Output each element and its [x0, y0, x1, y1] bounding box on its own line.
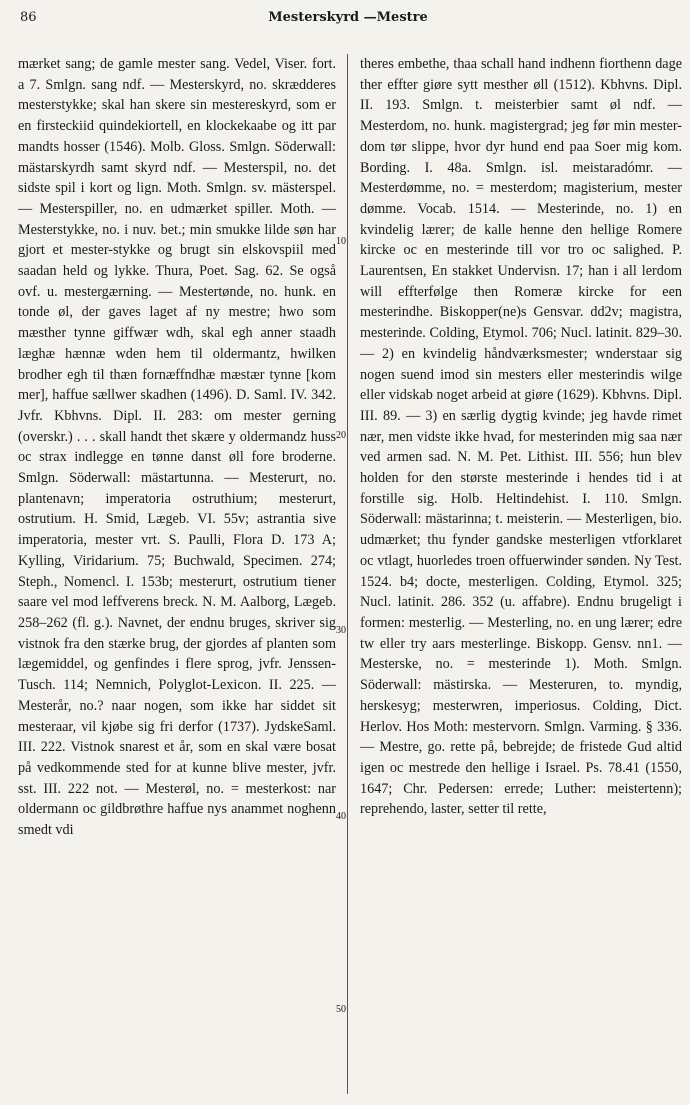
- left-column: [18, 54, 336, 1099]
- line-number-20: 20: [336, 430, 346, 441]
- line-number-10: 10: [336, 236, 346, 247]
- line-number-40: 40: [336, 811, 346, 822]
- running-head: Mesterskyrd —Mestre: [268, 10, 428, 25]
- line-number-50: 50: [336, 1004, 346, 1015]
- right-column-text: theres embethe, thaa schall hand indhenn fiorthenn dage ther effter giøre sytt mesther øll (1512). Kbhvns. Dipl. II. 193. Smlgn. t. meisterbier samt øl ndf. — Mesterdom, no. hunk. magistergrad; jeg før min mester-dom tør slippe, hvor dyr hund end paa Soer mig kom. Bording. I. 48a. Smlgn. isl. meistaradómr. — Mesterdømme, no. = mesterdom; magisterium, mester dømme. Vocab. 1514. — Mesterinde, no. 1) en kvindelig lærer; de kalle henne den hellige Romere kircke oc en mesterinde till vor tro oc salighed. P. Laurentsen, En stakket Undervisn. 17; han i all lerdom will effterfølge then Romeræ kircke for een mesterindhe. Biskopper(ne)s Gensvar. dd2v; magistra, mesterinde. Colding, Etymol. 706; Nucl. latinit. 829–30. — 2) en kvindelig håndværksmester; wnderstaar sig nogen suend imod sin mesters eller mesterindis wilge eller vidskab noget arbeid at giøre (1629). Kbhvns. Dipl. III. 89. — 3) en særlig dygtig kvinde; jeg havde rimet nær, men vidste ikke hvad, for mesterinden mig saa nær ved armen sad. N. M. Pet. Lithist. III. 556; hun blev holden for den største mesterinde i hendes tid i at forstille sig. Holb. Heltindehist. I. 110. Smlgn. Söderwall: mästarinna; t. meisterin. — Mesterligen, bio. udmærket; thu fynder gandske mesterligen vtforklaret oc vtlagt, huorledes troen offuerwinder sønden. Ny Test. 1524. b4; docte, mesterligen. Colding, Etymol. 325; Nucl. latinit. 286. 352 (u. affabre). Endnu brugeligt i formen: mesterlig. — Mesterling, no. en ung lærer; edre tw eller try aars mesterlinge. Biskopp. Gensv. nn1. — Mesterske, no. = mesterinde 1). Moth. Smlgn. Söderwall: mästirska. — Mesteruren, to. myndig, herskesyg; mesterwren, imperiosus. Colding, Dict. Herlov. Hos Moth: mestervorn. Smlgn. Varming. § 336. — Mestre, go. rette på, bebrejde; de fristede Gud altid igen oc mestrede den hellige i Israel. Ps. 78.41 (1550, 1647; Chr. Pedersen: errede; Luther: meistertenn); reprehendo, laster, setter til rette,: [360, 56, 682, 818]
- page-header: [20, 8, 676, 32]
- left-column-text: mærket sang; de gamle mester sang. Vedel, Viser. fort. a 7. Smlgn. sang ndf. — Mesterskyrd, no. skrædderes mesterstykke; skal han skere sin mestereskyrd, som er en firsteckiid quindekiortell, en klockekaabe og itt par mandts hosser (1546). Molb. Gloss. Smlgn. Söderwall: mästarskyrdh samt skyrd ndf. — Mesterspil, no. det sidste spil i kort og lign. Moth. Smlgn. sv. mästerspel. — Mesterspiller, no. en udmærket spiller. Moth. — Mesterstykke, no. i nuv. bet.; min smukke lilde søn har gjort et mester-stykke og brugt sin elskovspiil med saadan held og lykke. Thura, Poet. Sag. 62. Se også ovf. u. mestergærning. — Mestertønde, no. hunk. en tonde øl, der gaves laget af ny mestre; hwo som mæsther tynne giffwær wdh, skal egh anner staadh læghæ hænnæ wden hem til oldermantz, hwilken brodher egh til thæn fornæffndhæ mæstær tynne [kom mer], haffue sællwer skadhen (1496). D. Saml. IV. 342. Jvfr. Kbhvns. Dipl. II. 283: om mester gerning (overskr.) . . . skall handt thet skære y oldermandz huss oc strax indlegge en tønne danst øll fore broderne. Smlgn. Söderwall: mästartunna. — Mesterurt, no. plantenavn; imperatoria ostruthium; mesterurt, ostrutium. H. Smid, Lægeb. VI. 55v; astrantia sive imperatoria, mester vrt. S. Paulli, Flora D. 173 A; Kylling, Viridarium. 75; Buchwald, Specimen. 274; Steph., Nomencl. I. 153b; mesterurt, ostrutium tiener saare vel mod leffverens breck. N. M. Aalborg, Lægeb. 258–262 (fl. g.). Navnet, der endnu bruges, skriver sig vistnok fra den stærke brug, der gjordes af planten som lægemiddel, og genfindes i flere sprog, jvfr. Jenssen-Tusch. 114; Nemnich, Polyglot-Lexicon. II. 225. — Mesterår, no.? naar nogen, som ikke har siddet sit mesteraar, vil kjøbe sig fri derfor (1737). JydskeSaml. III. 222. Vistnok snarest et år, som en skal være bosat på vedkommende sted for at kunne blive mester, jvfr. sst. III. 222 not. — Mesterøl, no. = mesterkost: nar oldermann oc gildbrøthre haffue nys anammet noghenn smedt vdi: [18, 56, 336, 839]
- line-number-30: 30: [336, 625, 346, 636]
- page-number: 86: [20, 10, 37, 25]
- right-column: [360, 54, 682, 1099]
- column-divider: [347, 54, 348, 1094]
